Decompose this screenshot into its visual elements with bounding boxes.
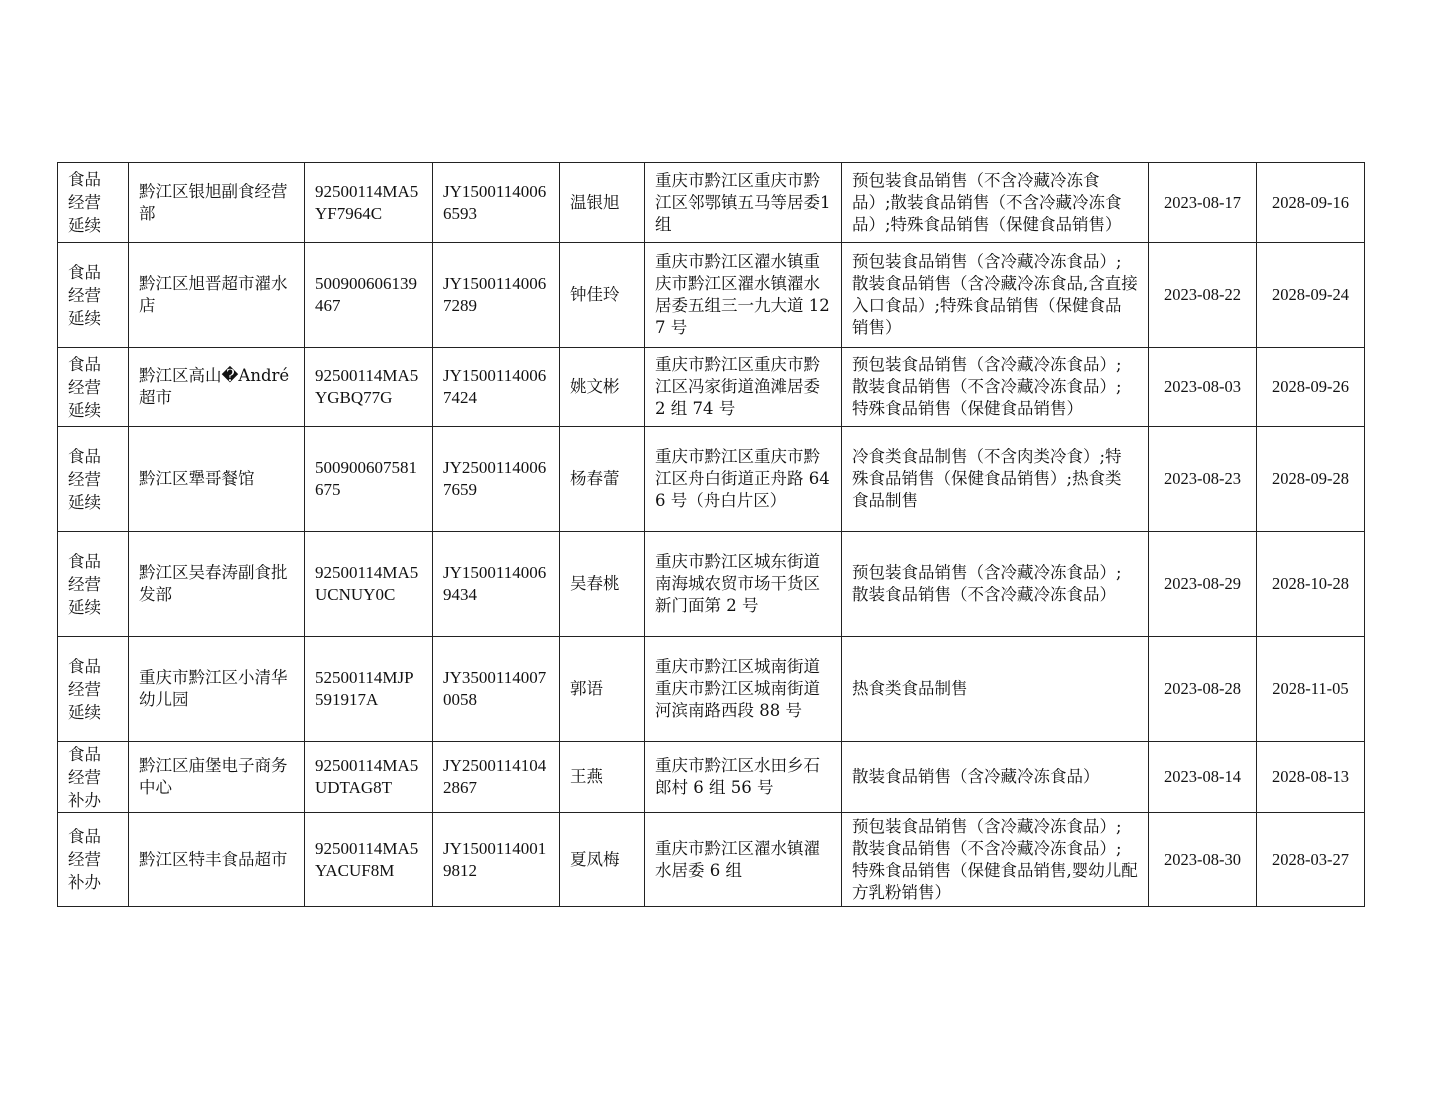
expire-date-cell: 2028-03-27	[1257, 813, 1365, 907]
issue-date-cell: 2023-08-30	[1149, 813, 1257, 907]
credit-code-cell: 500900607581675	[305, 427, 433, 532]
license-number-cell: JY25001141042867	[433, 742, 560, 813]
business-name-cell: 黔江区旭晋超市濯水店	[129, 243, 305, 348]
person-cell: 郭语	[560, 637, 645, 742]
scope-cell: 预包装食品销售（含冷藏冷冻食品）;散装食品销售（含冷藏冷冻食品,含直接入口食品）;特殊食品销售（保健食品销售）	[842, 243, 1149, 348]
license-type-cell: 食品 经营 补办	[58, 742, 129, 813]
credit-code-cell: 92500114MA5YF7964C	[305, 163, 433, 243]
table-row	[58, 532, 1365, 637]
credit-code-cell: 92500114MA5YGBQ77G	[305, 348, 433, 427]
issue-date-cell: 2023-08-22	[1149, 243, 1257, 348]
expire-date-cell: 2028-09-16	[1257, 163, 1365, 243]
license-type-cell: 食品 经营 延续	[58, 163, 129, 243]
address-cell: 重庆市黔江区重庆市黔江区邻鄂镇五马等居委1组	[645, 163, 842, 243]
address-cell: 重庆市黔江区重庆市黔江区舟白街道正舟路 646 号（舟白片区）	[645, 427, 842, 532]
credit-code-cell: 52500114MJP591917A	[305, 637, 433, 742]
credit-code-cell: 92500114MA5UCNUY0C	[305, 532, 433, 637]
license-type-cell: 食品 经营 延续	[58, 348, 129, 427]
scope-cell: 预包装食品销售（不含冷藏冷冻食品）;散装食品销售（不含冷藏冷冻食品）;特殊食品销售（保健食品销售）	[842, 163, 1149, 243]
credit-code-cell: 92500114MA5UDTAG8T	[305, 742, 433, 813]
expire-date-cell: 2028-09-24	[1257, 243, 1365, 348]
license-type-cell: 食品 经营 延续	[58, 427, 129, 532]
scope-cell: 预包装食品销售（含冷藏冷冻食品）;散装食品销售（不含冷藏冷冻食品）	[842, 532, 1149, 637]
license-number-cell: JY15001140067289	[433, 243, 560, 348]
table-row	[58, 742, 1365, 813]
business-name-cell: 黔江区高山�André超市	[129, 348, 305, 427]
issue-date-cell: 2023-08-14	[1149, 742, 1257, 813]
expire-date-cell: 2028-10-28	[1257, 532, 1365, 637]
license-type-cell: 食品 经营 延续	[58, 243, 129, 348]
business-name-cell: 黔江区犟哥餐馆	[129, 427, 305, 532]
business-name-cell: 重庆市黔江区小清华幼儿园	[129, 637, 305, 742]
license-table	[57, 162, 1365, 907]
person-cell: 姚文彬	[560, 348, 645, 427]
person-cell: 吴春桃	[560, 532, 645, 637]
license-number-cell: JY15001140066593	[433, 163, 560, 243]
person-cell: 王燕	[560, 742, 645, 813]
issue-date-cell: 2023-08-28	[1149, 637, 1257, 742]
person-cell: 夏凤梅	[560, 813, 645, 907]
person-cell: 温银旭	[560, 163, 645, 243]
person-cell: 钟佳玲	[560, 243, 645, 348]
business-name-cell: 黔江区庙堡电子商务中心	[129, 742, 305, 813]
license-type-cell: 食品 经营 延续	[58, 532, 129, 637]
business-name-cell: 黔江区银旭副食经营部	[129, 163, 305, 243]
address-cell: 重庆市黔江区城东街道南海城农贸市场干货区新门面第 2 号	[645, 532, 842, 637]
expire-date-cell: 2028-11-05	[1257, 637, 1365, 742]
table-row	[58, 813, 1365, 907]
license-type-cell: 食品 经营 延续	[58, 637, 129, 742]
scope-cell: 冷食类食品制售（不含肉类冷食）;特殊食品销售（保健食品销售）;热食类食品制售	[842, 427, 1149, 532]
expire-date-cell: 2028-09-28	[1257, 427, 1365, 532]
credit-code-cell: 500900606139467	[305, 243, 433, 348]
issue-date-cell: 2023-08-03	[1149, 348, 1257, 427]
person-cell: 杨春蕾	[560, 427, 645, 532]
scope-cell: 散装食品销售（含冷藏冷冻食品）	[842, 742, 1149, 813]
address-cell: 重庆市黔江区濯水镇重庆市黔江区濯水镇濯水居委五组三一九大道 127 号	[645, 243, 842, 348]
scope-cell: 热食类食品制售	[842, 637, 1149, 742]
scope-cell: 预包装食品销售（含冷藏冷冻食品）;散装食品销售（不含冷藏冷冻食品）;特殊食品销售（保健食品销售,婴幼儿配方乳粉销售）	[842, 813, 1149, 907]
table-row	[58, 427, 1365, 532]
issue-date-cell: 2023-08-29	[1149, 532, 1257, 637]
scope-cell: 预包装食品销售（含冷藏冷冻食品）;散装食品销售（不含冷藏冷冻食品）;特殊食品销售（保健食品销售）	[842, 348, 1149, 427]
table-row	[58, 243, 1365, 348]
license-type-cell: 食品 经营 补办	[58, 813, 129, 907]
expire-date-cell: 2028-09-26	[1257, 348, 1365, 427]
issue-date-cell: 2023-08-23	[1149, 427, 1257, 532]
license-number-cell: JY25001140067659	[433, 427, 560, 532]
business-name-cell: 黔江区吴春涛副食批发部	[129, 532, 305, 637]
license-number-cell: JY15001140069434	[433, 532, 560, 637]
issue-date-cell: 2023-08-17	[1149, 163, 1257, 243]
business-name-cell: 黔江区特丰食品超市	[129, 813, 305, 907]
address-cell: 重庆市黔江区水田乡石郎村 6 组 56 号	[645, 742, 842, 813]
credit-code-cell: 92500114MA5YACUF8M	[305, 813, 433, 907]
address-cell: 重庆市黔江区濯水镇濯水居委 6 组	[645, 813, 842, 907]
license-number-cell: JY35001140070058	[433, 637, 560, 742]
expire-date-cell: 2028-08-13	[1257, 742, 1365, 813]
address-cell: 重庆市黔江区重庆市黔江区冯家街道渔滩居委 2 组 74 号	[645, 348, 842, 427]
address-cell: 重庆市黔江区城南街道重庆市黔江区城南街道河滨南路西段 88 号	[645, 637, 842, 742]
license-number-cell: JY15001140067424	[433, 348, 560, 427]
license-number-cell: JY15001140019812	[433, 813, 560, 907]
table-row	[58, 348, 1365, 427]
table-row	[58, 637, 1365, 742]
table-row	[58, 163, 1365, 243]
